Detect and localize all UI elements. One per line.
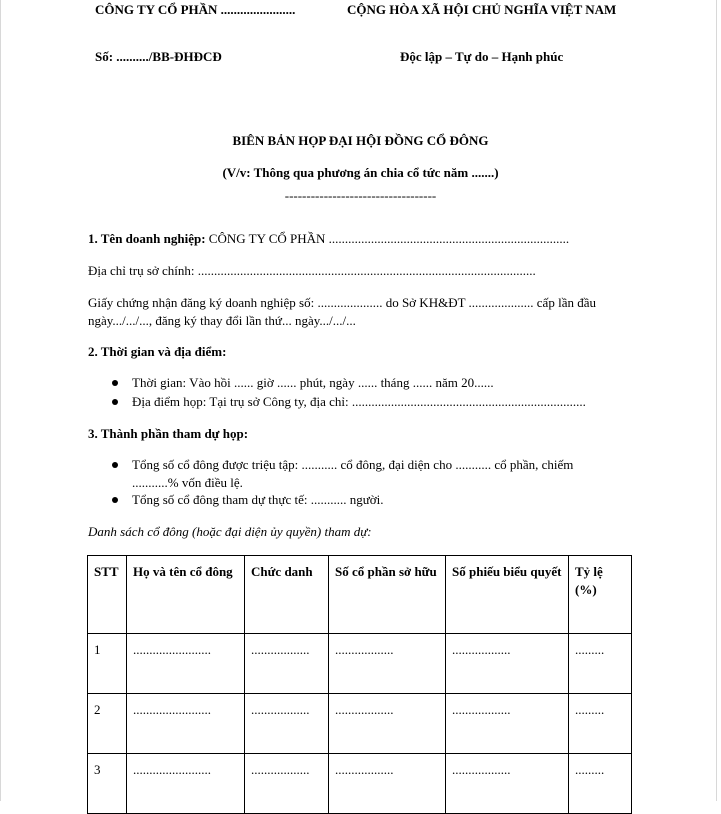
cell-votes: .................. xyxy=(446,634,569,694)
table-row xyxy=(88,754,632,814)
shareholders-invited-line-2: ...........% vốn điều lệ. xyxy=(132,475,243,490)
document-subject: (V/v: Thông qua phương án chia cổ tức năm .......) xyxy=(222,165,499,180)
cell-votes: .................. xyxy=(446,694,569,754)
bullet-icon xyxy=(112,380,118,386)
table-row xyxy=(88,694,632,754)
cell-position: .................. xyxy=(245,634,329,694)
cell-position: .................. xyxy=(245,694,329,754)
col-header-shareholder-name: Họ và tên cổ đông xyxy=(127,556,245,634)
section-1-label: 1. Tên doanh nghiệp: xyxy=(88,231,206,246)
page-edge-left xyxy=(0,0,1,801)
attendee-list-caption: Danh sách cổ đông (hoặc đại diện ủy quyền) tham dự: xyxy=(88,524,372,539)
col-header-shares-owned: Số cổ phần sở hữu xyxy=(329,556,446,634)
company-name: CÔNG TY CỔ PHẦN ....................... xyxy=(95,2,296,17)
cell-votes: .................. xyxy=(446,754,569,814)
col-header-votes: Số phiếu biểu quyết xyxy=(446,556,569,634)
cell-shares-owned: .................. xyxy=(329,634,446,694)
cell-shareholder-name: ........................ xyxy=(127,694,245,754)
attendee-table xyxy=(87,555,632,814)
page-edge-right xyxy=(716,0,717,801)
shareholders-invited-line-1: Tổng số cổ đông được triệu tập: ........... cổ đông, đại diện cho ........... cổ phần, chiếm xyxy=(132,457,574,472)
meeting-location: Địa điểm họp: Tại trụ sở Công ty, địa chỉ: ........................................................................ xyxy=(132,394,586,409)
document-number: Số: ........../BB-ĐHĐCĐ xyxy=(95,49,222,64)
cell-shareholder-name: ........................ xyxy=(127,754,245,814)
bullet-icon xyxy=(112,497,118,503)
col-header-ratio: Tỷ lệ (%) xyxy=(569,556,632,634)
cell-stt: 1 xyxy=(88,634,127,694)
col-header-position: Chức danh xyxy=(245,556,329,634)
col-header-stt: STT xyxy=(88,556,127,634)
title-separator: ----------------------------------- xyxy=(284,188,437,203)
table-header-row xyxy=(88,556,632,634)
cell-shares-owned: .................. xyxy=(329,694,446,754)
cell-shares-owned: .................. xyxy=(329,754,446,814)
head-office-address: Địa chỉ trụ sở chính: ........................................................................................................ xyxy=(88,263,536,278)
cell-position: .................. xyxy=(245,754,329,814)
meeting-time: Thời gian: Vào hồi ...... giờ ...... phút, ngày ...... tháng ...... năm 20...... xyxy=(132,375,494,390)
registration-cert-line-1: Giấy chứng nhận đăng ký doanh nghiệp số: .................... do Sở KH&ĐT .................... cấp lần đầu xyxy=(88,295,596,310)
section-2-heading: 2. Thời gian và địa điểm: xyxy=(88,344,227,359)
national-motto: Độc lập – Tự do – Hạnh phúc xyxy=(400,49,564,64)
cell-ratio: ......... xyxy=(569,694,632,754)
registration-cert-line-2: ngày.../.../..., đăng ký thay đổi lần thứ... ngày.../.../... xyxy=(88,313,356,328)
enterprise-name-value: CÔNG TY CỔ PHẦN .......................................................................... xyxy=(205,231,570,246)
shareholders-attending: Tổng số cổ đông tham dự thực tế: ........... người. xyxy=(132,492,384,507)
cell-stt: 2 xyxy=(88,694,127,754)
section-enterprise-name xyxy=(88,231,569,247)
document-title: BIÊN BẢN HỌP ĐẠI HỘI ĐỒNG CỔ ĐÔNG xyxy=(232,133,489,148)
national-title: CỘNG HÒA XÃ HỘI CHỦ NGHĨA VIỆT NAM xyxy=(347,2,617,17)
cell-shareholder-name: ........................ xyxy=(127,634,245,694)
section-3-heading: 3. Thành phần tham dự họp: xyxy=(88,426,249,441)
table-row xyxy=(88,634,632,694)
cell-ratio: ......... xyxy=(569,634,632,694)
cell-stt: 3 xyxy=(88,754,127,814)
bullet-icon xyxy=(112,399,118,405)
bullet-icon xyxy=(112,462,118,468)
cell-ratio: ......... xyxy=(569,754,632,814)
